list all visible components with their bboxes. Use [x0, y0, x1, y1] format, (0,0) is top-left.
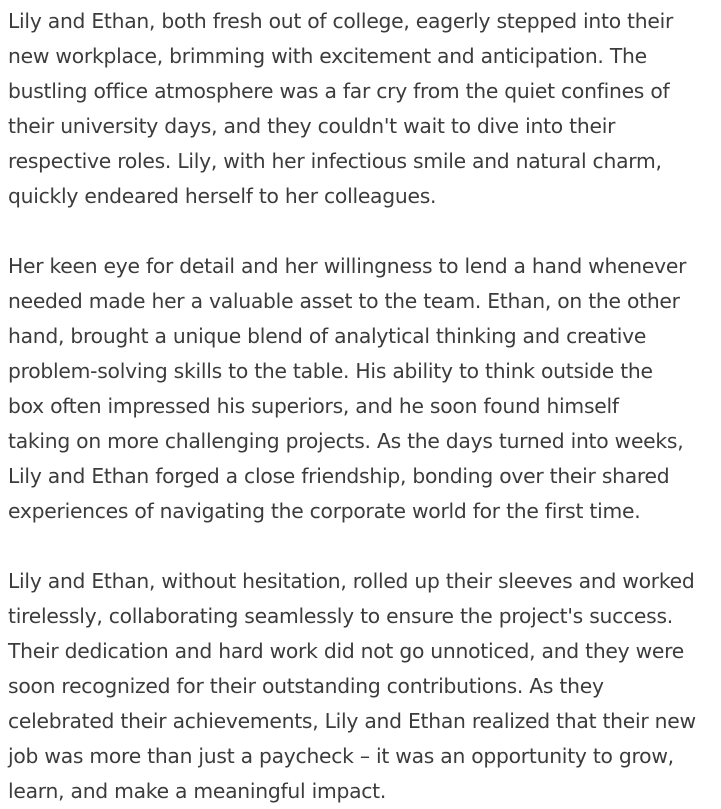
text-line: problem-solving skills to the table. His ability to think outside the	[8, 359, 653, 383]
document-body	[8, 4, 720, 809]
text-line: needed made her a valuable asset to the team. Ethan, on the other	[8, 289, 680, 313]
text-line: Lily and Ethan, without hesitation, rolled up their sleeves and worked	[8, 569, 695, 593]
text-line: soon recognized for their outstanding contributions. As they	[8, 674, 604, 698]
text-line: Lily and Ethan forged a close friendship, bonding over their shared	[8, 464, 670, 488]
text-line: new workplace, brimming with excitement and anticipation. The	[8, 44, 647, 68]
text-line: taking on more challenging projects. As the days turned into weeks,	[8, 429, 684, 453]
text-line: bustling office atmosphere was a far cry from the quiet confines of	[8, 79, 670, 103]
text-line: job was more than just a paycheck – it was an opportunity to grow,	[8, 744, 674, 768]
text-line: learn, and make a meaningful impact.	[8, 779, 387, 803]
text-line: experiences of navigating the corporate world for the first time.	[8, 499, 641, 523]
text-line: hand, brought a unique blend of analytical thinking and creative	[8, 324, 647, 348]
text-line: celebrated their achievements, Lily and Ethan realized that their new	[8, 709, 696, 733]
text-line: tirelessly, collaborating seamlessly to ensure the project's success.	[8, 604, 673, 628]
text-line: Her keen eye for detail and her willingness to lend a hand whenever	[8, 254, 687, 278]
text-line: box often impressed his superiors, and he soon found himself	[8, 394, 619, 418]
text-line: their university days, and they couldn't wait to dive into their	[8, 114, 616, 138]
paragraph-3	[8, 564, 720, 809]
text-line: Lily and Ethan, both fresh out of college, eagerly stepped into their	[8, 9, 674, 33]
paragraph-1	[8, 4, 720, 214]
text-line: quickly endeared herself to her colleagues.	[8, 184, 437, 208]
text-line: Their dedication and hard work did not go unnoticed, and they were	[8, 639, 685, 663]
text-line: respective roles. Lily, with her infectious smile and natural charm,	[8, 149, 662, 173]
paragraph-2	[8, 249, 720, 529]
